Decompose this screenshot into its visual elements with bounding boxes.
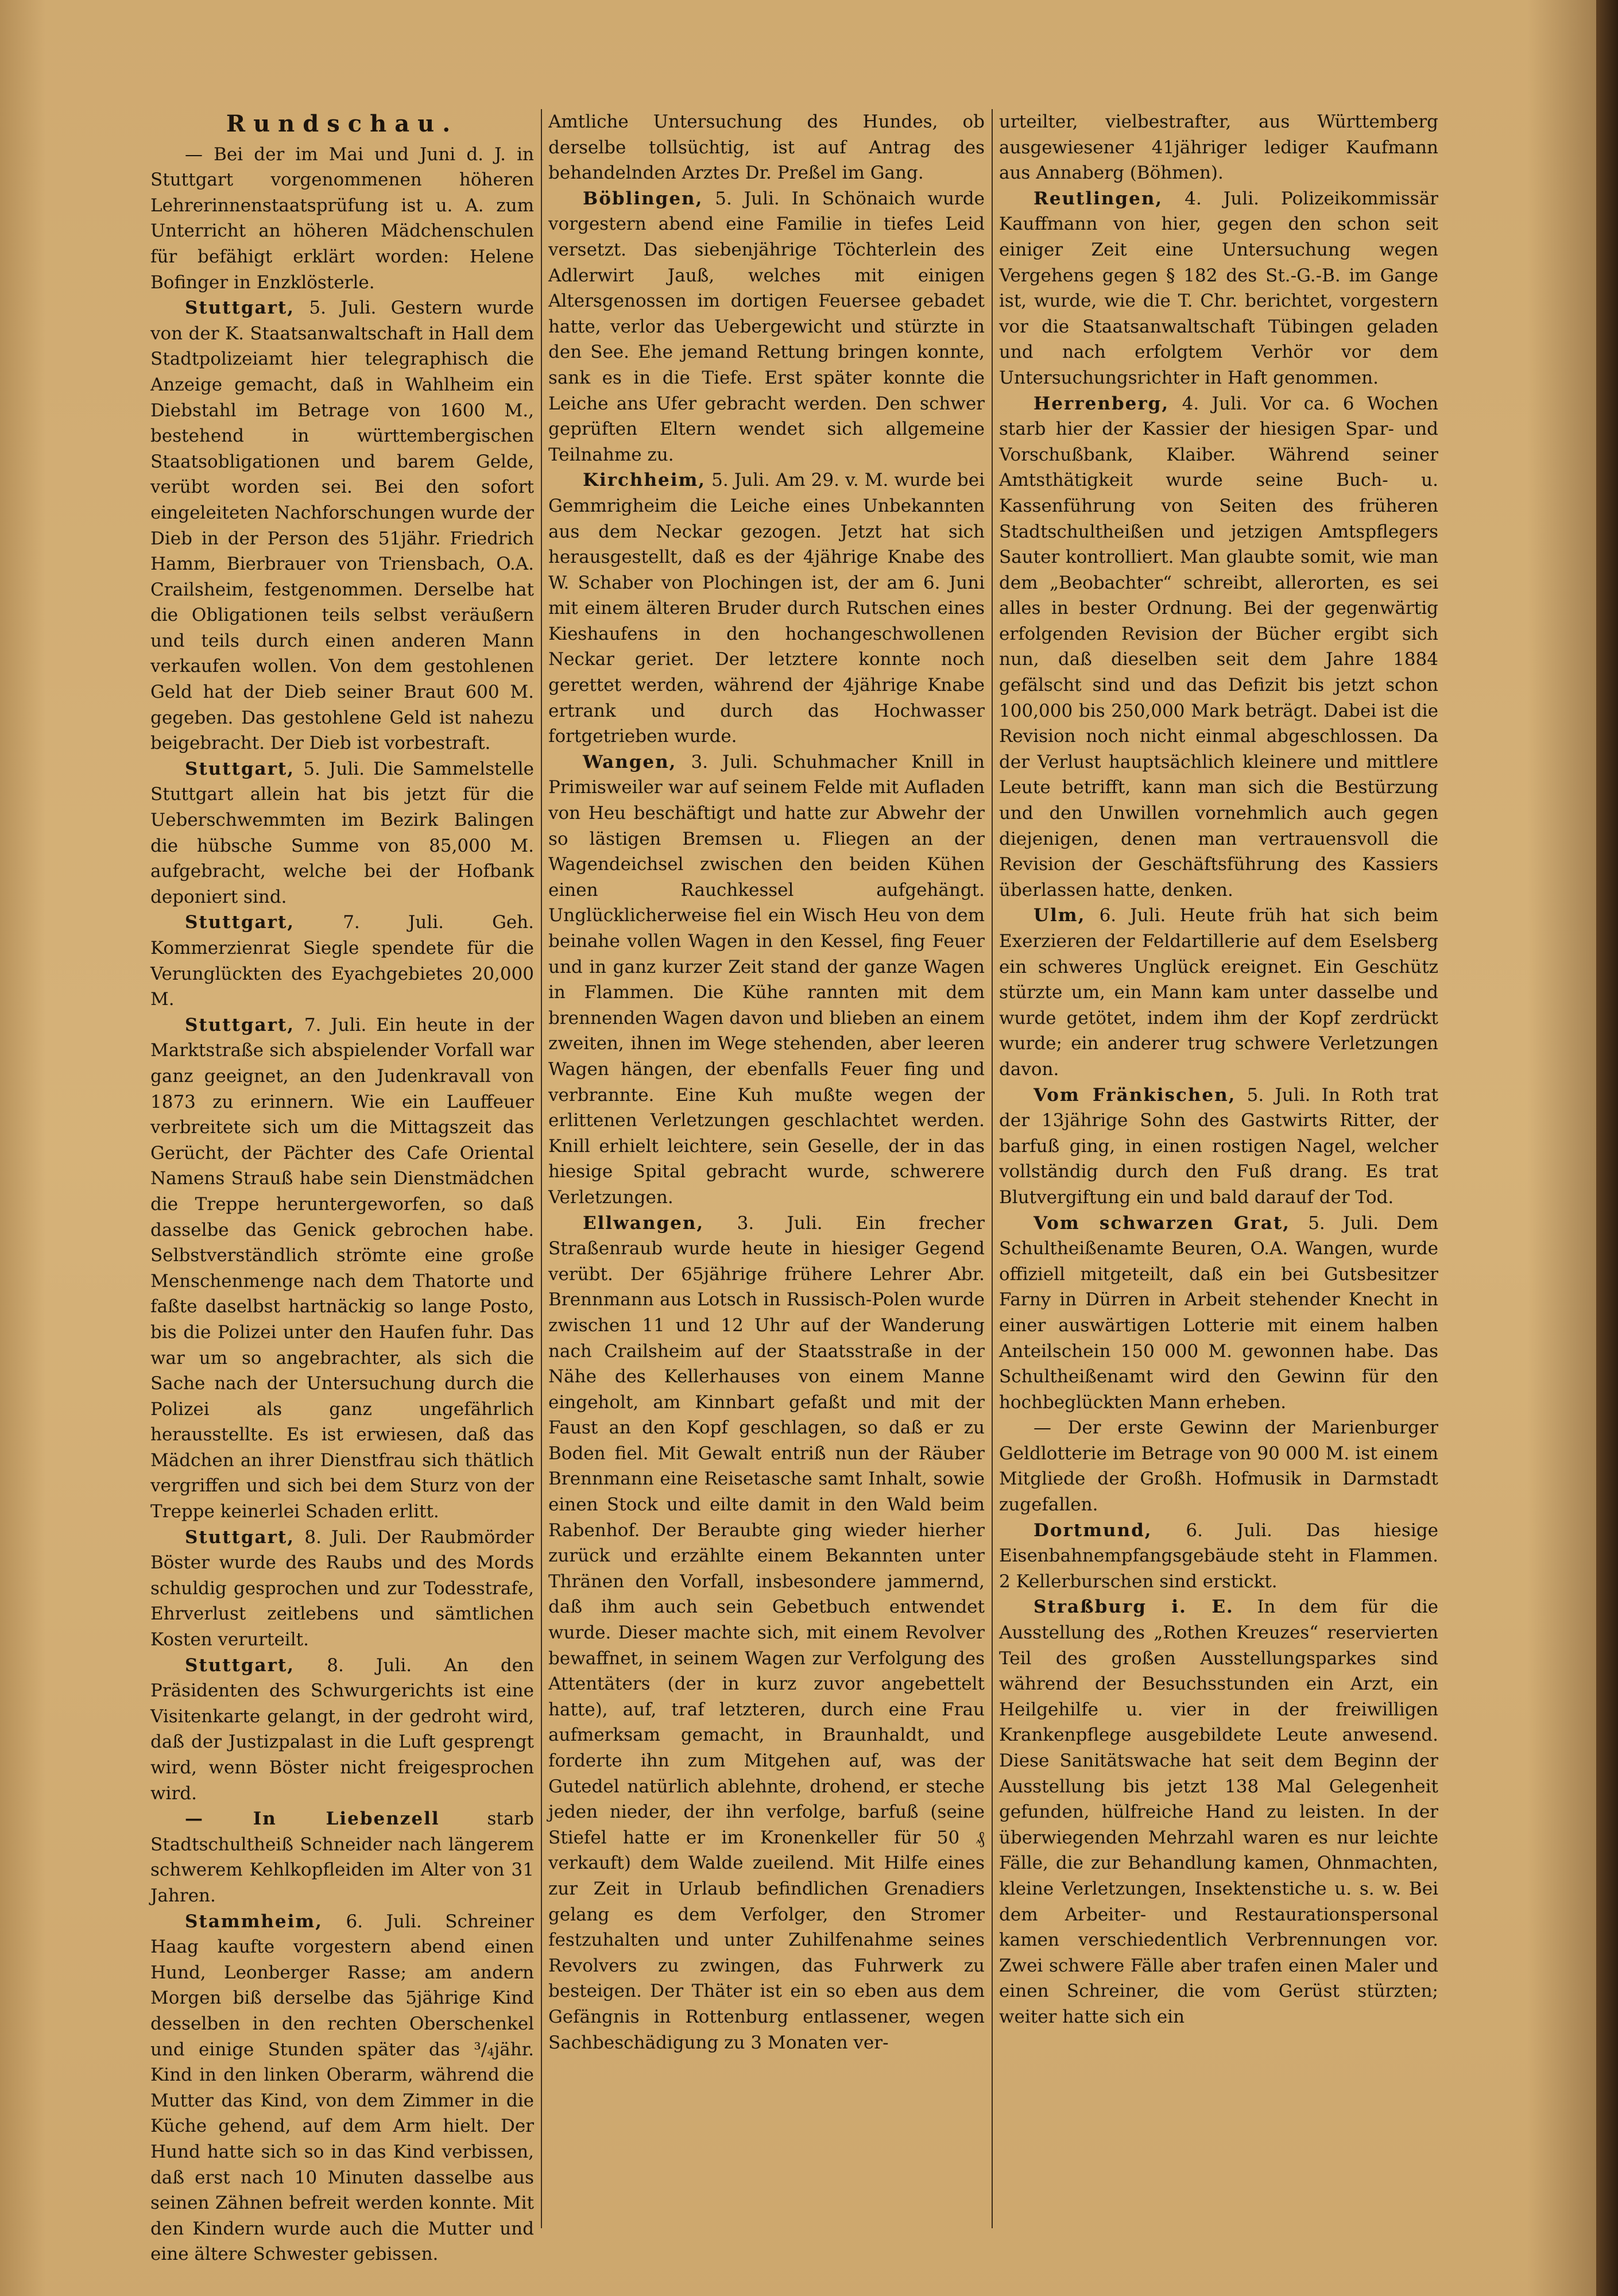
article-dateline: Straßburg i. E. — [1033, 1597, 1234, 1618]
article — [150, 1653, 534, 1807]
article-dateline: Stuttgart, — [185, 1655, 295, 1676]
article-dateline: Stuttgart, — [185, 912, 295, 933]
article-dateline: Vom schwarzen Grat, — [1033, 1212, 1290, 1234]
article-dateline: Herrenberg, — [1033, 393, 1170, 414]
article-text: urteilter, vielbestrafter, aus Württemberg ausgewiesener 41jähriger lediger Kaufmann aus Annaberg (Böhmen). — [999, 111, 1438, 184]
article-text: 4. Juli. Vor ca. 6 Wochen starb hier der Kassier der hiesigen Spar- und Vorschußbank, Klaiber. Während seiner Amtsthätigkeit wurde seine Buch- u. Kassenführung von Seiten des früheren Stadtschultheißen und jetzigen Amtspflegers Sauter kontrolliert. Man glaubte somit, wie man dem „Beobachter“ schreibt, allerorten, es sei alles in bester Ordnung. Bei der gegenwärtig erfolgenden Revision der Bücher ergibt sich nun, daß dieselben seit dem Jahre 1884 gefälscht sind und das Defizit bis jetzt schon 100,000 bis 250,000 Mark beträgt. Dabei ist die Revision noch nicht einmal abgeschlossen. Da der Verlust hauptsächlich kleinere und mittlere Leute betrifft, kann man sich die Bestürzung und den Unwillen vornehmlich auch gegen diejenigen, denen man vertrauensvoll die Revision der Geschäftsführung des Kassiers überlassen hatte, denken. — [999, 393, 1438, 900]
article-text: — Der erste Gewinn der Marienburger Geldlotterie im Betrage von 90 000 M. ist einem Mitgliede der Großh. Hofmusik in Darmstadt zugefallen. — [999, 1417, 1438, 1516]
article-text: Amtliche Untersuchung des Hundes, ob derselbe tollsüchtig, ist auf Antrag des behandelnden Arztes Dr. Preßel im Gang. — [548, 111, 985, 184]
column-2 — [548, 109, 985, 2245]
article — [548, 109, 985, 186]
article-dateline: Böblingen, — [583, 188, 703, 209]
article — [999, 1415, 1438, 1517]
article-text: 5. Juli. Dem Schultheißenamte Beuren, O.A. Wangen, wurde offiziell mitgeteilt, daß ein bei Gutsbesitzer Farny in Dürren in Arbeit stehender Knecht in einer auswärtigen Lotterie mit einem halben Anteilschein 150 000 M. gewonnen habe. Das Schultheißenamt wird den Gewinn für den hochbeglückten Mann erheben. — [999, 1212, 1438, 1413]
article-text: 6. Juli. Das hiesige Eisenbahnempfangsgebäude steht in Flammen. 2 Kellerburschen sind erstickt. — [999, 1520, 1438, 1592]
article-text: 3. Juli. Ein frecher Straßenraub wurde heute in hiesiger Gegend verübt. Der 65jährige frühere Lehrer Abr. Brennmann aus Lotsch in Russisch-Polen wurde zwischen 11 und 12 Uhr auf der Wanderung nach Crailsheim auf der Staatsstraße in der Nähe des Kellerhauses von einem Manne eingeholt, am Kinnbart gefaßt und mit der Faust an den Kopf geschlagen, so daß er zu Boden fiel. Mit Gewalt entriß nun der Räuber Brennmann eine Reisetasche samt Inhalt, sowie einen Stock und eilte damit in den Wald beim Rabenhof. Der Beraubte ging wieder hierher zurück und erzählte einem Bekannten unter Thränen den Vorfall, insbesondere jammernd, daß ihm auch sein Gebetbuch entwendet wurde. Dieser machte sich, mit einem Revolver bewaffnet, in seinem Wagen zur Verfolgung des Attentäters (der in kurz zuvor angebettelt hatte), auf, traf letzteren, durch eine Frau aufmerksam gemacht, in Braunhaldt, und forderte ihn zum Mitgehen auf, was der Gutedel natürlich ablehnte, drohend, er steche jeden nieder, der ihn verfolge, barfuß (seine Stiefel hatte er im Kronenkeller für 50 ₰ verkauft) dem Walde zueilend. Mit Hilfe eines zur Zeit in Urlaub befindlichen Grenadiers gelang es dem Verfolger, den Stromer festzuhalten und unter Zuhilfenahme seines Revolvers zu zwingen, das Fuhrwerk zu besteigen. Der Thäter ist ein so eben aus dem Gefängnis in Rottenburg entlassener, wegen Sachbeschädigung zu 3 Monaten ver- — [548, 1212, 985, 2053]
article — [150, 756, 534, 910]
article-text: 5. Juli. In Roth trat der 13jährige Sohn des Gastwirts Ritter, der barfuß ging, in einen rostigen Nagel, welcher vollständig durch den Fuß drang. Es trat Blutvergiftung ein und bald darauf der Tod. — [999, 1084, 1438, 1208]
column-rule — [992, 109, 993, 2228]
article-text: 6. Juli. Schreiner Haag kaufte vorgestern abend einen Hund, Leonberger Rasse; am andern Morgen biß derselbe das 5jährige Kind desselben in den rechten Oberschenkel und einige Stunden später das ³/₄jähr. Kind in den linken Oberarm, während die Mutter das Kind, von dem Zimmer in die Küche gehend, auf dem Arm hielt. Der Hund hatte sich so in das Kind verbissen, daß erst nach 10 Minuten dasselbe aus seinen Zähnen befreit werden konnte. Mit den Kindern wurde auch die Mutter und eine ältere Schwester gebissen. — [150, 1911, 534, 2265]
article — [999, 1083, 1438, 1211]
article — [999, 1518, 1438, 1595]
article-text: 5. Juli. Am 29. v. M. wurde bei Gemmrigheim die Leiche eines Unbekannten aus dem Neckar gezogen. Jetzt hat sich herausgestellt, daß es der 4jährige Knabe des W. Schaber von Plochingen ist, der am 6. Juni mit einem älteren Bruder durch Rutschen eines Kieshaufens in den hochangeschwollenen Neckar geriet. Der letztere konnte noch gerettet werden, während der 4jährige Knabe ertrank und durch das Hochwasser fortgetrieben wurde. — [548, 470, 985, 747]
article-text: 8. Juli. An den Präsidenten des Schwurgerichts ist eine Visitenkarte gelangt, in der gedroht wird, daß der Justizpalast in die Luft gesprengt wird, wenn Böster nicht freigesprochen wird. — [150, 1655, 534, 1804]
article-text: 5. Juli. In Schönaich wurde vorgestern abend eine Familie in tiefes Leid versetzt. Das siebenjährige Töchterlein des Adlerwirt Jauß, welches mit einigen Altersgenossen im dortigen Feuersee gebadet hatte, verlor das Uebergewicht und stürzte in den See. Ehe jemand Rettung bringen konnte, sank es in die Tiefe. Erst später konnte die Leiche ans Ufer gebracht werden. Den schwer geprüften Eltern wendet sich allgemeine Teilnahme zu. — [548, 188, 985, 465]
article — [150, 1012, 534, 1525]
article-dateline: Kirchheim, — [583, 470, 706, 491]
article-dateline: Dortmund, — [1033, 1520, 1152, 1541]
article — [150, 1525, 534, 1653]
article-dateline: Wangen, — [583, 751, 677, 772]
article — [999, 903, 1438, 1082]
article-text: 3. Juli. Schuhmacher Knill in Primisweiler war auf seinem Felde mit Aufladen von Heu beschäftigt und hatte zur Abwehr der so lästigen Bremsen u. Fliegen an der Wagendeichsel zwischen den beiden Kühen einen Rauchkessel aufgehängt. Unglücklicherweise fiel ein Wisch Heu von dem beinahe vollen Wagen in den Kessel, fing Feuer und in ganz kurzer Zeit stand der ganze Wagen in Flammen. Die Kühe rannten mit dem brennenden Wagen davon und blieben an einem zweiten, ihnen im Wege stehenden, aber leeren Wagen hängen, der ebenfalls Feuer fing und verbrannte. Eine Kuh mußte wegen der erlittenen Verletzungen geschlachtet werden. Knill erhielt leichtere, sein Geselle, der in das hiesige Spital gebracht wurde, schwerere Verletzungen. — [548, 751, 985, 1208]
article-dateline: Stammheim, — [185, 1911, 323, 1932]
article — [150, 142, 534, 296]
article-dateline: — In Liebenzell — [185, 1808, 440, 1830]
article-dateline: Stuttgart, — [185, 297, 295, 319]
article — [999, 186, 1438, 391]
column-rule — [541, 109, 542, 2228]
column-3 — [999, 109, 1438, 2245]
article-dateline: Vom Fränkischen, — [1033, 1084, 1236, 1106]
article-dateline: Reutlingen, — [1033, 188, 1163, 209]
article — [999, 1211, 1438, 1416]
article — [999, 1594, 1438, 2030]
article — [999, 109, 1438, 186]
article-text: starb Stadtschultheiß Schneider nach längerem schwerem Kehlkopfleiden im Alter von 31 Jahren. — [150, 1808, 534, 1906]
article — [548, 1211, 985, 2056]
article-text: 5. Juli. Die Sammelstelle Stuttgart allein hat bis jetzt für die Ueberschwemmten im Bezirk Balingen die hübsche Summe von 85,000 M. aufgebracht, welche bei der Hofbank deponiert sind. — [150, 758, 534, 907]
article-text: 8. Juli. Der Raubmörder Böster wurde des Raubs und des Mords schuldig gesprochen und zur Todesstrafe, Ehrverlust zeitlebens und sämtlichen Kosten verurteilt. — [150, 1526, 534, 1651]
article-text: 4. Juli. Polizeikommissär Kauffmann von hier, gegen den schon seit einiger Zeit eine Untersuchung wegen Vergehens gegen § 182 des St.-G.-B. im Gange ist, wurde, wie die T. Chr. berichtet, vorgestern vor die Staatsanwaltschaft Tübingen geladen und nach erfolgtem Verhör vor dem Untersuchungsrichter in Haft genommen. — [999, 188, 1438, 388]
article-dateline: Stuttgart, — [185, 1526, 295, 1548]
article-text: In dem für die Ausstellung des „Rothen Kreuzes“ reservierten Teil des großen Ausstellungsparkes sind während der Besuchsstunden ein Arzt, ein Heilgehilfe u. vier in der freiwilligen Krankenpflege ausgebildete Leute anwesend. Diese Sanitätswache hat seit dem Beginn der Ausstellung bis jetzt 138 Mal Gelegenheit gefunden, hülfreiche Hand zu leisten. In der überwiegenden Mehrzahl waren es nur leichte Fälle, die zur Behandlung kamen, Ohnmachten, kleine Verletzungen, Insektenstiche u. s. w. Bei dem Arbeiter- und Restaurationspersonal kamen verschiedentlich Verbrennungen vor. Zwei schwere Fälle aber trafen einen Maler und einen Schreiner, die vom Gerüst stürzten; weiter hatte sich ein — [999, 1597, 1438, 2027]
article-text: 6. Juli. Heute früh hat sich beim Exerzieren der Feldartillerie auf dem Eselsberg ein schweres Unglück ereignet. Ein Geschütz stürzte um, ein Mann kam unter dasselbe und wurde getötet, indem ihm der Kopf zerdrückt wurde; ein anderer trug schwere Verletzungen davon. — [999, 905, 1438, 1080]
article — [548, 749, 985, 1211]
article-dateline: Ulm, — [1033, 905, 1086, 926]
article-text: 7. Juli. Ein heute in der Marktstraße sich abspielender Vorfall war ganz geeignet, an den Judenkravall von 1873 zu erinnern. Wie ein Lauffeuer verbreitete sich um die Mittagszeit das Gerücht, der Pächter des Cafe Oriental Namens Strauß habe sein Dienstmädchen die Treppe heruntergeworfen, so daß dasselbe das Genick gebrochen habe. Selbstverständlich strömte eine große Menschenmenge nach dem Thatorte und faßte daselbst hartnäckig so lange Posto, bis die Polizei unter den Haufen fuhr. Das war um so angebrachter, als sich die Sache nach der Untersuchung durch die Polizei als ganz ungefährlich herausstellte. Es ist erwiesen, daß das Mädchen an ihrer Dienstfrau sich thätlich vergriffen und sich bei dem Sturz von der Treppe keinerlei Schaden erlitt. — [150, 1014, 534, 1522]
article-text: 5. Juli. Gestern wurde von der K. Staatsanwaltschaft in Hall dem Stadtpolizeiamt hier telegraphisch die Anzeige gemacht, daß in Wahlheim ein Diebstahl im Betrage von 1600 M., bestehend in württembergischen Staatsobligationen und barem Gelde, verübt worden sei. Bei den sofort eingeleiteten Nachforschungen wurde der Dieb in der Person des 51jähr. Friedrich Hamm, Bierbrauer von Triensbach, O.A. Crailsheim, festgenommen. Derselbe hat die Obligationen teils selbst veräußern und teils durch einen anderen Mann verkaufen wollen. Von dem gestohlenen Geld hat der Dieb seiner Braut 600 M. gegeben. Das gestohlene Geld ist nahezu beigebracht. Der Dieb ist vorbestraft. — [150, 297, 534, 754]
article — [150, 910, 534, 1012]
article — [150, 1909, 534, 2267]
article-dateline: Stuttgart, — [185, 758, 295, 779]
article — [150, 1806, 534, 1908]
section-title: Rundschau. — [226, 110, 459, 137]
article — [548, 467, 985, 749]
column-1 — [150, 109, 534, 2265]
book-spine-edge — [1596, 0, 1618, 2296]
article-text: — Bei der im Mai und Juni d. J. in Stuttgart vorgenommenen höheren Lehrerinnenstaatsprüfung ist u. A. zum Unterricht an höheren Mädchenschulen für befähigt erklärt worden: Helene Bofinger in Enzklösterle. — [150, 144, 534, 293]
article-text: 7. Juli. Geh. Kommerzienrat Siegle spendete für die Verunglückten des Eyachgebietes 20,000 M. — [150, 912, 534, 1010]
article — [548, 186, 985, 468]
article-dateline: Ellwangen, — [583, 1212, 705, 1234]
article-dateline: Stuttgart, — [185, 1014, 295, 1035]
article — [999, 391, 1438, 903]
article — [150, 295, 534, 756]
